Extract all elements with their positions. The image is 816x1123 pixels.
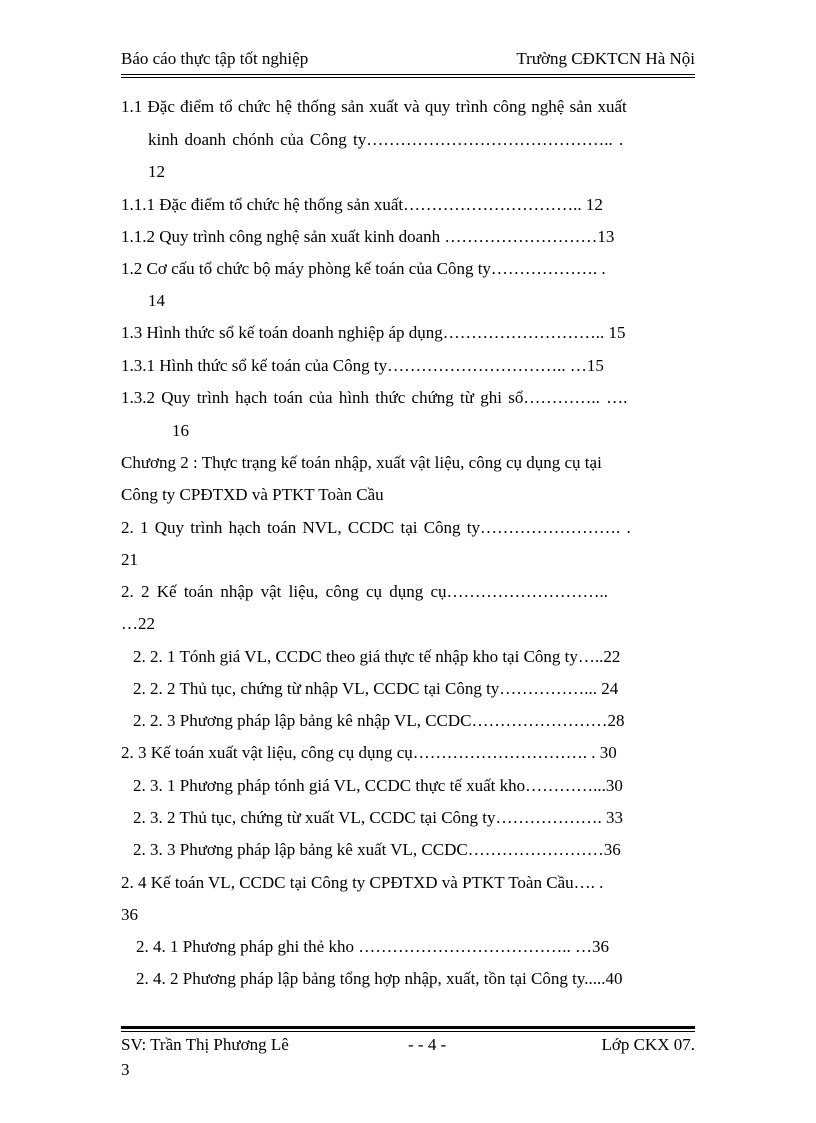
toc-entry: 2. 2. 2 Thủ tục, chứng từ nhập VL, CCDC tại Công ty……………... 24 — [133, 679, 619, 698]
toc-entry: 36 — [121, 905, 138, 924]
page-number: - - 4 - — [408, 1035, 447, 1054]
footer-student-name: SV: Trần Thị Phương Lê — [121, 1035, 289, 1054]
toc-entry: 2. 3. 1 Phương pháp tónh giá VL, CCDC thực tế xuất kho…………...30 — [133, 776, 623, 795]
toc-entry: 1.1 Đặc điểm tổ chức hệ thống sản xuất và quy trình công nghệ sản xuất — [121, 97, 627, 116]
toc-entry: 1.3 Hình thức sổ kế toán doanh nghiệp áp dụng……………………….. 15 — [121, 323, 626, 342]
toc-entry: 16 — [172, 421, 189, 440]
header-report-title: Báo cáo thực tập tốt nghiệp — [121, 49, 309, 68]
toc-entry: …22 — [121, 614, 155, 633]
toc-entry: Công ty CPĐTXD và PTKT Toàn Cầu — [121, 485, 384, 504]
toc-entry: 1.1.1 Đặc điểm tổ chức hệ thống sản xuất………………………….. 12 — [121, 195, 603, 214]
footer-divider-thick — [121, 1026, 695, 1029]
toc-entry: 2. 3. 3 Phương pháp lập bảng kê xuất VL, CCDC……………………36 — [133, 840, 621, 859]
toc-entry: kinh doanh chónh của Công ty…………………………………….. . — [148, 130, 624, 149]
toc-entry: 14 — [148, 291, 165, 310]
toc-entry: 2. 2. 3 Phương pháp lập bảng kê nhập VL, CCDC……………………28 — [133, 711, 625, 730]
toc-entry: 2. 1 Quy trình hạch toán NVL, CCDC tại Công ty……………………. . — [121, 518, 631, 537]
header-divider — [121, 74, 695, 75]
toc-entry: 1.2 Cơ cấu tổ chức bộ máy phòng kế toán của Công ty………………. . — [121, 259, 606, 278]
toc-entry: 1.3.2 Quy trình hạch toán của hình thức chứng từ ghi sổ………….. …. — [121, 388, 628, 407]
toc-entry: 2. 2 Kế toán nhập vật liệu, công cụ dụng cụ……………………….. — [121, 582, 609, 601]
toc-entry: 2. 2. 1 Tónh giá VL, CCDC theo giá thực tế nhập kho tại Công ty…..22 — [133, 647, 621, 666]
toc-entry: 2. 4 Kế toán VL, CCDC tại Công ty CPĐTXD và PTKT Toàn Cầu…. . — [121, 873, 604, 892]
toc-entry: 2. 3. 2 Thủ tục, chứng từ xuất VL, CCDC tại Công ty………………. 33 — [133, 808, 624, 827]
toc-entry: 1.1.2 Quy trình công nghệ sản xuất kinh doanh ………………………13 — [121, 227, 615, 246]
toc-entry: 21 — [121, 550, 138, 569]
header-divider-inner — [121, 77, 695, 78]
toc-entry: 12 — [148, 162, 165, 181]
header-school-name: Trường CĐKTCN Hà Nội — [516, 49, 695, 68]
footer-student-name-cont: 3 — [121, 1060, 130, 1079]
toc-entry: 2. 4. 2 Phương pháp lập bảng tổng hợp nhập, xuất, tồn tại Công ty.....40 — [136, 969, 623, 988]
toc-entry: 1.3.1 Hình thức sổ kế toán của Công ty………………………….. …15 — [121, 356, 604, 375]
footer-divider-thin — [121, 1031, 695, 1032]
toc-entry: Chương 2 : Thực trạng kế toán nhập, xuất vật liệu, công cụ dụng cụ tại — [121, 453, 602, 472]
toc-entry: 2. 4. 1 Phương pháp ghi thẻ kho ……………………………….. …36 — [136, 937, 609, 956]
page-header — [121, 48, 695, 70]
toc-entry: 2. 3 Kế toán xuất vật liệu, công cụ dụng cụ…………………………. . 30 — [121, 743, 617, 762]
footer-class: Lớp CKX 07. — [601, 1035, 695, 1054]
